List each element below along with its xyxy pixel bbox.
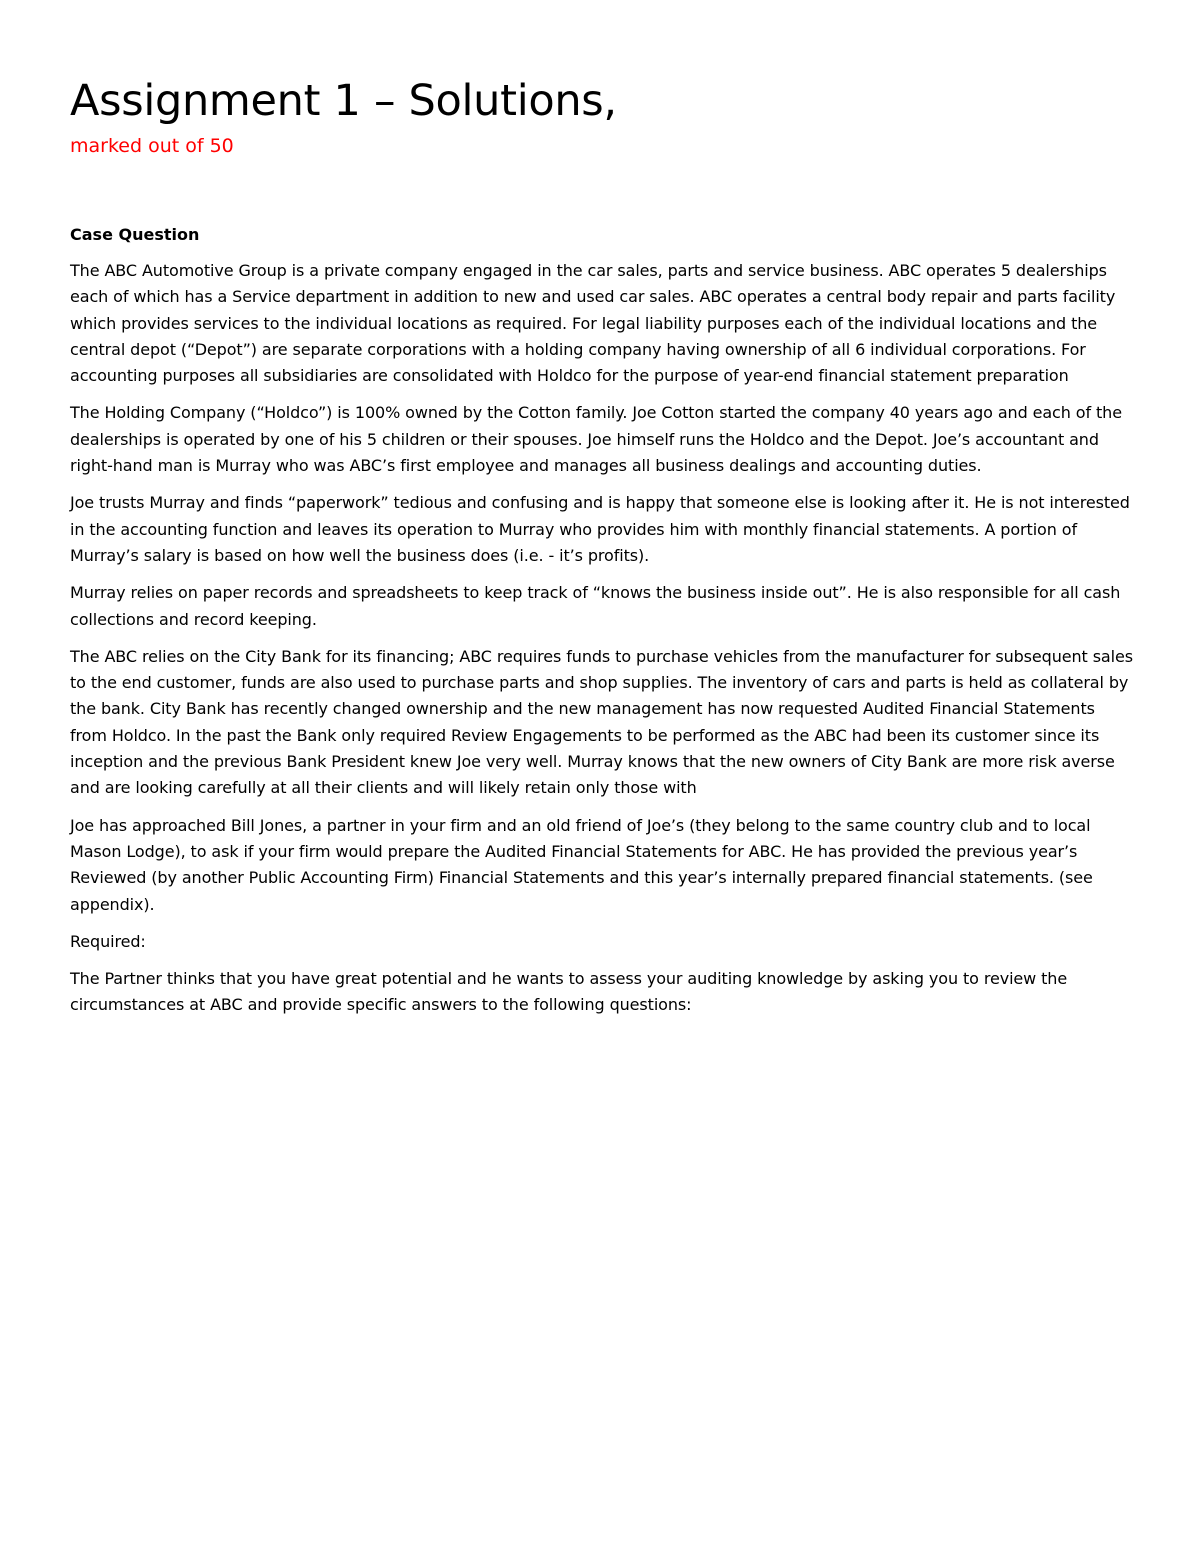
paragraph-company-overview: The ABC Automotive Group is a private company engaged in the car sales, parts and service business. ABC operates 5 dealerships each of which has a Service department in addition to new and used car sales. ABC operates a central body repair and parts facility which provides services to the individual locations as required. For legal liability purposes each of the individual locations and the central depot (“Depot”) are separate corporations with a holding company having ownership of all 6 individual corporations. For accounting purposes all subsidiaries are consolidated with Holdco for the purpose of year-end financial statement preparation xyxy=(70,261,1116,386)
paragraph-murray-records: Murray relies on paper records and spreadsheets to keep track of “knows the business inside out”. He is also responsible for all cash collections and record keeping. xyxy=(70,583,1121,629)
paragraph-holding-company: The Holding Company (“Holdco”) is 100% owned by the Cotton family. Joe Cotton started the company 40 years ago and each of the dealerships is operated by one of his 5 children or their spouses. Joe himself runs the Holdco and the Depot. Joe’s accountant and right-hand man is Murray who was ABC’s first employee and manages all business dealings and accounting duties. xyxy=(70,403,1122,476)
document-title: Assignment 1 – Solutions, xyxy=(70,76,617,126)
paragraph-bill-jones: Joe has approached Bill Jones, a partner in your firm and an old friend of Joe’s (they belong to the same country club and to local Mason Lodge), to ask if your firm would prepare the Audited Financial Statements for ABC. He has provided the previous year’s Reviewed (by another Public Accounting Firm) Financial Statements and this year’s internally prepared financial statements. (see appendix). xyxy=(70,815,1093,914)
section-heading: Case Question xyxy=(70,225,200,244)
paragraph-joe-trusts-murray: Joe trusts Murray and finds “paperwork” tedious and confusing and is happy that someone else is looking after it. He is not interested in the accounting function and leaves its operation to Murray who provides him with monthly financial statements. A portion of Murray’s salary is based on how well the business does (i.e. - it’s profits). xyxy=(70,493,1130,565)
document-page xyxy=(70,70,1135,1030)
document-subtitle: marked out of 50 xyxy=(70,135,234,157)
paragraph-partner-request: The Partner thinks that you have great potential and he wants to assess your auditing knowledge by asking you to review the circumstances at ABC and provide specific answers to the following questions: xyxy=(70,969,1068,1015)
paragraph-required-label: Required: xyxy=(70,931,146,951)
paragraph-city-bank: The ABC relies on the City Bank for its financing; ABC requires funds to purchase vehicles from the manufacturer for subsequent sales to the end customer, funds are also used to purchase parts and shop supplies. The inventory of cars and parts is held as collateral by the bank. City Bank has recently changed ownership and the new management has now requested Audited Financial Statements from Holdco. In the past the Bank only required Review Engagements to be performed as the ABC had been its customer since its inception and the previous Bank President knew Joe very well. Murray knows that the new owners of City Bank are more risk averse and are looking carefully at all their clients and will likely retain only those with xyxy=(70,646,1133,798)
